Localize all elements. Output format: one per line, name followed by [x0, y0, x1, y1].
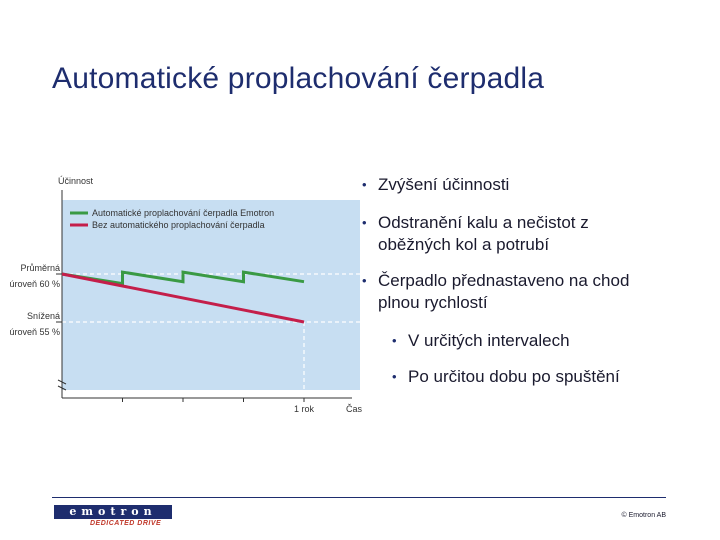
sub-bullet-item: [392, 366, 692, 388]
logo-wordmark: emotron: [54, 505, 172, 519]
slide-title: Automatické proplachování čerpadla: [52, 62, 545, 95]
bullet-dot-icon: •: [362, 215, 367, 230]
bullet-item: [362, 174, 509, 196]
footer-divider: [52, 497, 666, 498]
legend-label-1: Automatické proplachování čerpadla Emotron: [92, 208, 275, 218]
bullet-dot-icon: •: [362, 273, 367, 288]
bullet-text: Čerpadlo přednastaveno na chod plnou rychlostí: [378, 271, 630, 312]
bullet-dot-icon: •: [362, 177, 367, 192]
bullet-text: V určitých intervalech: [408, 331, 570, 350]
reference-label-60: Průměrná: [20, 263, 60, 273]
bullet-text: Po určitou dobu po spuštění: [408, 367, 620, 386]
bullet-dot-icon: •: [392, 333, 397, 348]
x-axis-label: Čas: [346, 404, 363, 414]
sub-bullet-item: [392, 330, 672, 352]
y-axis-label: Účinnost: [58, 176, 94, 186]
bullet-text: Zvýšení účinnosti: [378, 175, 510, 194]
emotron-logo: [54, 505, 174, 528]
reference-label-60-line2: úroveň 60 %: [9, 279, 60, 289]
reference-label-55: Snížená: [26, 311, 60, 321]
bullet-dot-icon: •: [392, 369, 397, 384]
x-tick-label-1-rok: 1 rok: [293, 404, 315, 414]
bullet-item: [362, 212, 652, 256]
bullet-item: [362, 270, 652, 314]
legend-label-2: Bez automatického proplachování čerpadla: [92, 220, 265, 230]
logo-tagline: DEDICATED DRIVE: [90, 520, 162, 527]
reference-label-55-line2: úroveň 55 %: [9, 327, 60, 337]
bullet-text: Odstranění kalu a nečistot z oběžných kol a potrubí: [378, 213, 589, 254]
copyright-text: © Emotron AB: [621, 512, 666, 519]
